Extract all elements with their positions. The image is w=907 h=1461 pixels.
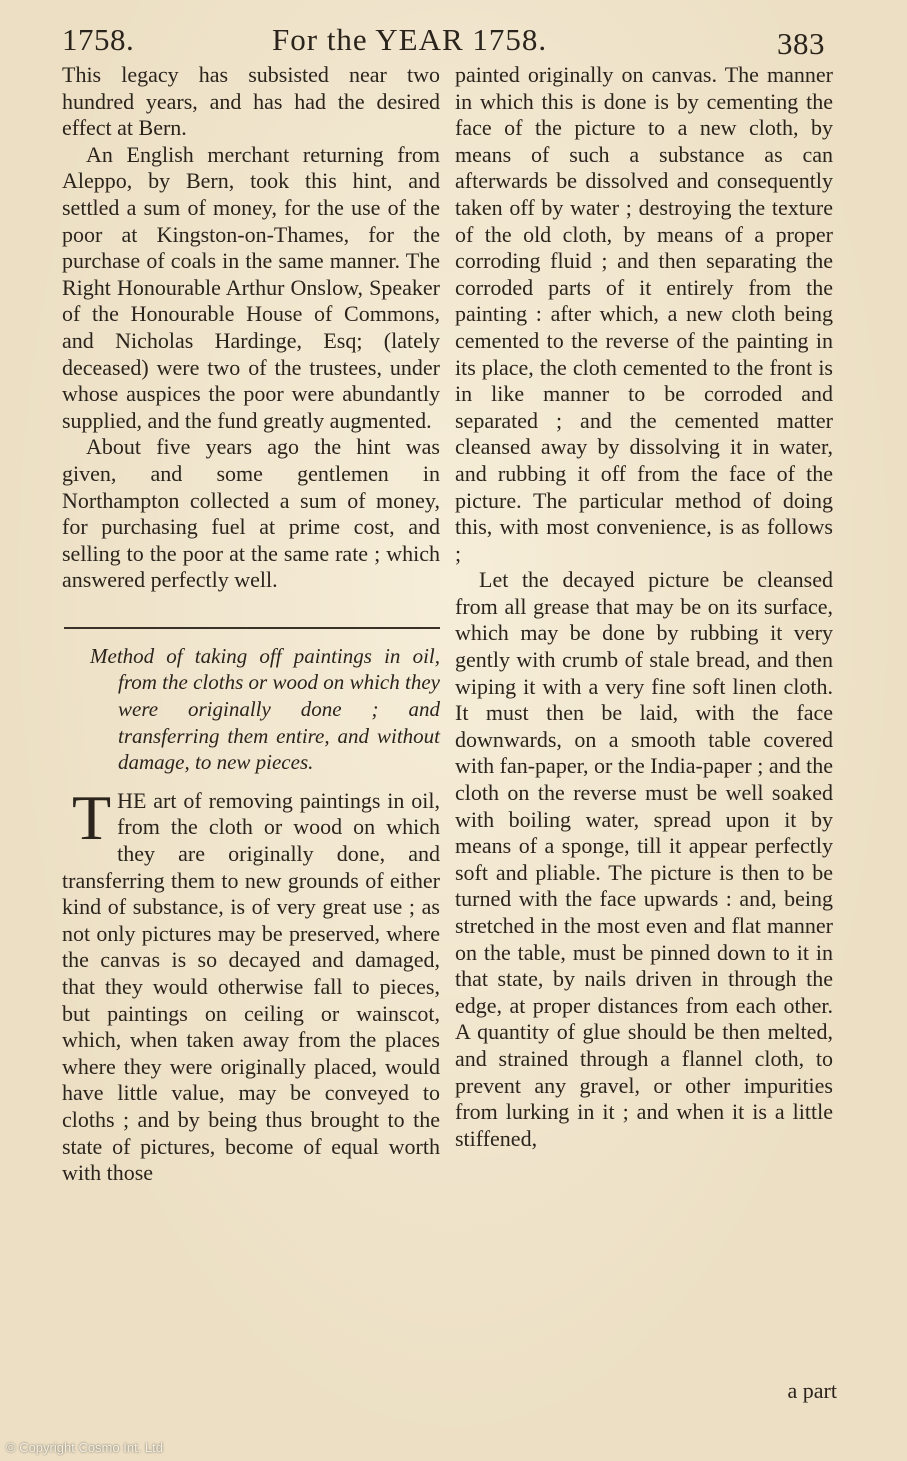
header-year-left: 1758. [62, 22, 135, 57]
page-number: 383 [777, 26, 825, 61]
running-header [62, 16, 825, 62]
paragraph-merchant: An English merchant returning from Aleppo, by Bern, took this hint, and settled a sum of money, for the use of the poor at Kingston-on-Thames, for the purchase of coals in the same manner. The Right Honourable Arthur Onslow, Speaker of the Honourable House of Commons, and Nicholas Hardinge, Esq; (lately deceased) were two of the trustees, under whose auspices the poor were abundantly supplied, and the fund greatly augmented. [62, 141, 440, 433]
paragraph-decayed-picture: Let the decayed picture be cleansed from all grease that may be on its surface, which may be done by rubbing it very gently with crumb of stale bread, and then wiping it with a very fine soft linen cloth. It must then be laid, with the face downwards, on a smooth table covered with fan-paper, or the India-paper ; and the cloth on the reverse must be well soaked with boiling water, spread upon it by means of a sponge, till it appear perfectly soft and pliable. The picture is then to be turned with the face upwards : and, being stretched in the most even and flat manner on the table, must be pinned down to it in that state, by nails driven in through the edge, at proper distances from each other. A quantity of glue should be then melted, and strained through a flannel cloth, to prevent any gravel, or other impurities from lurking in it ; and when it is a little stiffened, [455, 567, 833, 1151]
drop-cap: T [72, 781, 112, 853]
article-opening [62, 781, 440, 1187]
left-column [62, 62, 440, 1187]
catchword: a part [787, 1378, 837, 1403]
paragraph-canvas: painted originally on canvas. The manner in which this is done is by cementing the face of the picture to a new cloth, by means of such a substance as can afterwards be dissolved and consequently taken off by water ; destroying the texture of the old cloth, by means of a proper corroding fluid ; and then separating the corroded parts of it entirely from the painting : after which, a new cloth being cemented to the reverse of the painting in its place, the cloth cemented to the front is in like manner to be corroded and separated ; and the cemented matter cleansed away by dissolving it in water, and rubbing it off from the face of the picture. The particular method of doing this, with most convenience, is as follows ; [455, 62, 833, 566]
article-body: HE art of removing paintings in oil, from the cloth or wood on which they are originally done, and transferring them to new grounds of either kind of substance, is of very great use ; as not only pictures may be preserved, where the canvas is so decayed and damaged, that they would otherwise fall to pieces, but paintings on ceiling or wainscot, which, when taken away from the places where they were originally placed, would have little value, may be conveyed to cloths ; and by being thus brought to the state of pictures, become of equal worth with those [62, 787, 440, 1186]
right-column [455, 62, 833, 1152]
article-title: Method of taking off paintings in oil, from the cloths or wood on which they were originally done ; and transferring them entire, and without damage, to new pieces. [90, 643, 440, 775]
header-title: For the YEAR 1758. [272, 22, 548, 57]
copyright-watermark: © Copyright Cosmo Int. Ltd [6, 1440, 163, 1455]
section-divider [64, 627, 440, 629]
paragraph-legacy: This legacy has subsisted near two hundred years, and has had the desired effect at Bern. [62, 62, 440, 141]
paragraph-northampton: About five years ago the hint was given, and some gentlemen in Northampton collected a sum of money, for purchasing fuel at prime cost, and selling to the poor at the same rate ; which answered perfectly well. [62, 434, 440, 593]
